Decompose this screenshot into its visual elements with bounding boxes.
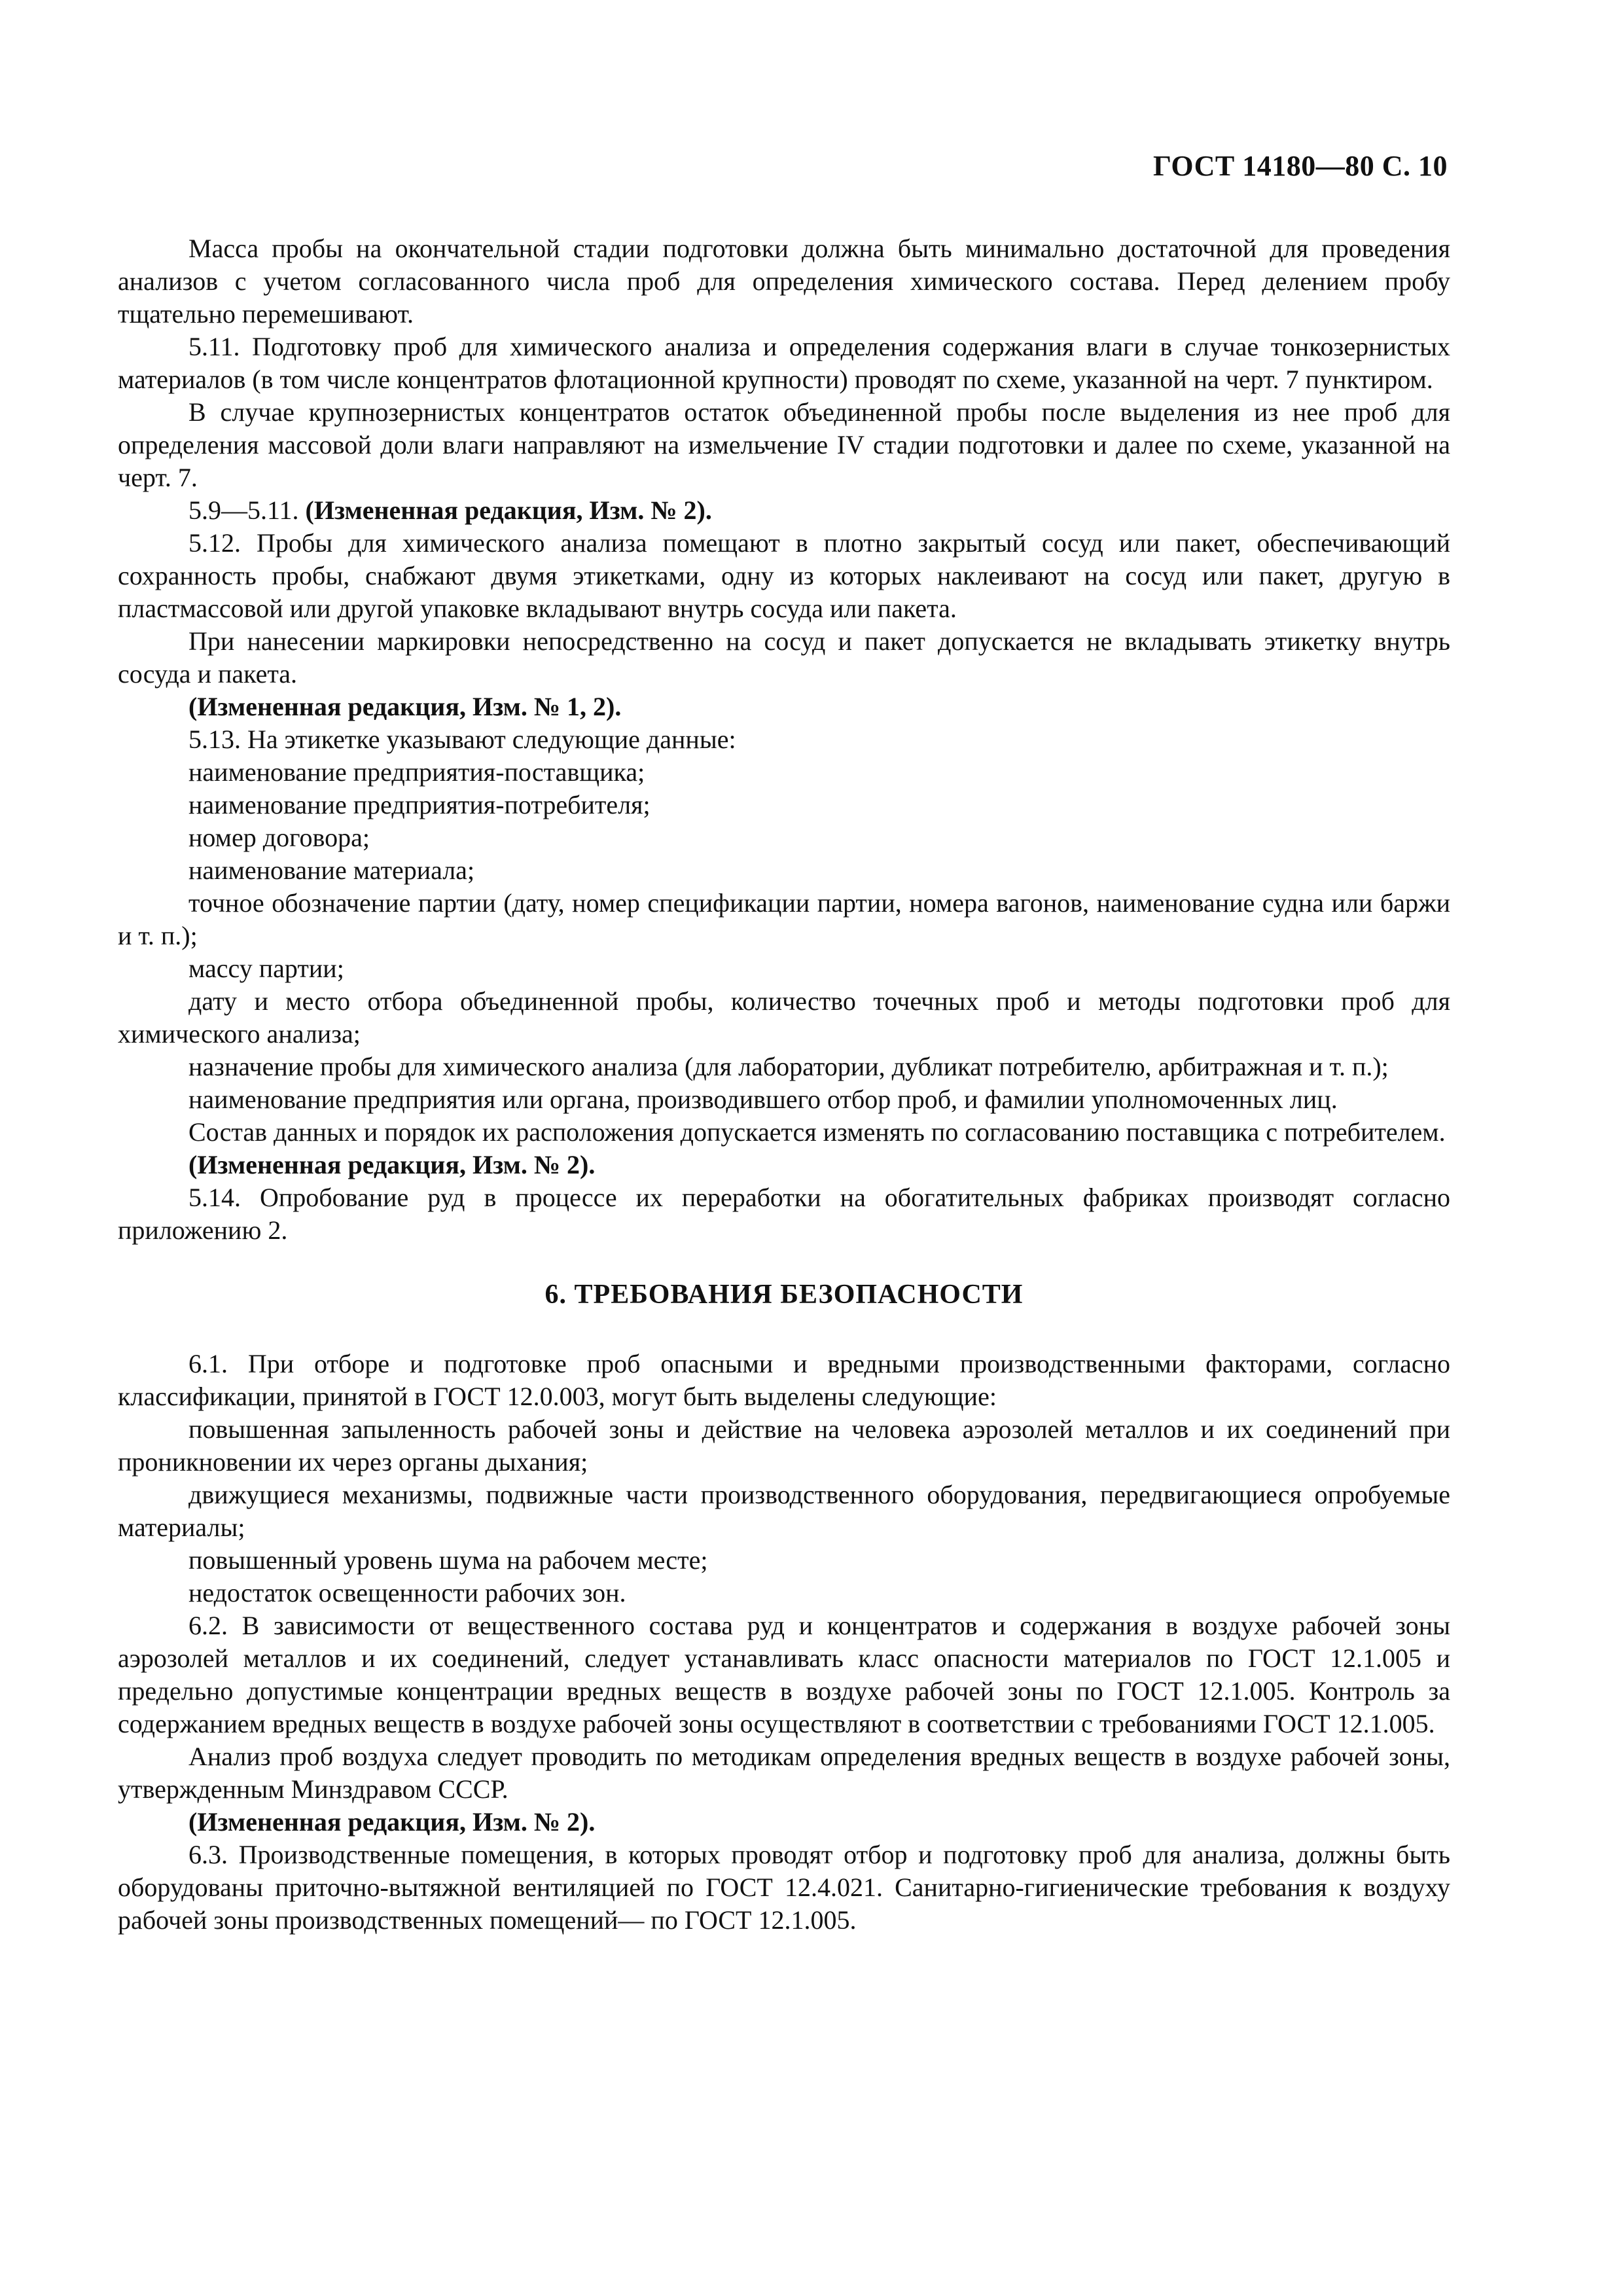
label-item: наименование материала;	[188, 855, 475, 885]
amendment-note: (Измененная редакция, Изм. № 2).	[305, 495, 712, 525]
paragraph-mass: Масса пробы на окончательной стадии подготовки должна быть минимально достаточной для проведения анализов с учетом согласованного числа проб для определения химического состава. Перед делением пробу тщательно перемешивают.	[118, 234, 1450, 329]
amendment-prefix: 5.9—5.11.	[188, 495, 299, 525]
hazard-item: движущиеся механизмы, подвижные части производственного оборудования, передвигающиеся опробуемые материалы;	[118, 1480, 1450, 1542]
hazard-item: повышенный уровень шума на рабочем месте;	[188, 1545, 708, 1575]
paragraph-5-12-marking: При нанесении маркировки непосредственно на сосуд и пакет допускается не вкладывать этикетку внутрь сосуда и пакета.	[118, 626, 1450, 689]
hazard-item: повышенная запыленность рабочей зоны и действие на человека аэрозолей металлов и их соединений при проникновении их через органы дыхания;	[118, 1414, 1450, 1477]
hazard-item: недостаток освещенности рабочих зон.	[188, 1578, 626, 1607]
label-item: дату и место отбора объединенной пробы, количество точечных проб и методы подготовки проб для химического анализа;	[118, 986, 1450, 1049]
page-header: ГОСТ 14180—80 С. 10	[1152, 150, 1448, 182]
paragraph-5-14: 5.14. Опробование руд в процессе их переработки на обогатительных фабриках производят согласно приложению 2.	[118, 1183, 1450, 1245]
label-item: наименование предприятия или органа, производившего отбор проб, и фамилии уполномоченных лиц.	[188, 1085, 1338, 1114]
amendment-6-2: (Измененная редакция, Изм. № 2).	[188, 1807, 596, 1837]
label-item: массу партии;	[188, 954, 344, 983]
paragraph-5-13: 5.13. На этикетке указывают следующие данные:	[188, 725, 736, 754]
paragraph-5-12: 5.12. Пробы для химического анализа помещают в плотно закрытый сосуд или пакет, обеспечивающий сохранность пробы, снабжают двумя этикетками, одну из которых наклеивают на сосуд или пакет, другую в пластмассовой или другой упаковке вкладывают внутрь сосуда или пакета.	[118, 528, 1450, 623]
amendment-5-13: (Измененная редакция, Изм. № 2).	[188, 1150, 596, 1179]
label-item: точное обозначение партии (дату, номер спецификации партии, номера вагонов, наименование судна или баржи и т. п.);	[118, 888, 1450, 950]
label-item: наименование предприятия-потребителя;	[188, 790, 651, 819]
label-item: наименование предприятия-поставщика;	[188, 757, 645, 787]
paragraph-5-11: 5.11. Подготовку проб для химического анализа и определения содержания влаги в случае тонкозернистых материалов (в том числе концентратов флотационной крупности) проводят по схеме, указанной на черт. 7 пунктиром.	[118, 332, 1450, 394]
document-body	[118, 232, 1450, 1937]
section-6-title: 6. ТРЕБОВАНИЯ БЕЗОПАСНОСТИ	[544, 1280, 1024, 1310]
amendment-5-9-5-11	[118, 494, 1450, 527]
paragraph-6-3: 6.3. Производственные помещения, в которых проводят отбор и подготовку проб для анализа, должны быть оборудованы приточно-вытяжной вентиляцией по ГОСТ 12.4.021. Санитарно-гигиенические требования к воздуху рабочей зоны производственных помещений— по ГОСТ 12.1.005.	[118, 1840, 1450, 1935]
label-item: номер договора;	[188, 823, 370, 852]
paragraph-coarse: В случае крупнозернистых концентратов остаток объединенной пробы после выделения из нее проб для определения массовой доли влаги направляют на измельчение IV стадии подготовки и далее по схеме, указанной на черт. 7.	[118, 397, 1450, 492]
paragraph-6-2-analysis: Анализ проб воздуха следует проводить по методикам определения вредных веществ в воздухе рабочей зоны, утвержденным Минздравом СССР.	[118, 1742, 1450, 1804]
amendment-5-12: (Измененная редакция, Изм. № 1, 2).	[188, 692, 622, 721]
label-item: назначение пробы для химического анализа (для лаборатории, дубликат потребителю, арбитражная и т. п.);	[188, 1052, 1389, 1081]
paragraph-6-1: 6.1. При отборе и подготовке проб опасными и вредными производственными факторами, согласно классификации, принятой в ГОСТ 12.0.003, могут быть выделены следующие:	[118, 1349, 1450, 1411]
paragraph-6-2: 6.2. В зависимости от вещественного состава руд и концентратов и содержания в воздухе рабочей зоны аэрозолей металлов и их соединений, следует устанавливать класс опасности материалов по ГОСТ 12.1.005 и предельно допустимые концентрации вредных веществ в воздухе рабочей зоны по ГОСТ 12.1.005. Контроль за содержанием вредных веществ в воздухе рабочей зоны осуществляют в соответствии с требованиями ГОСТ 12.1.005.	[118, 1611, 1450, 1738]
paragraph-5-13-order: Состав данных и порядок их расположения допускается изменять по согласованию поставщика с потребителем.	[188, 1117, 1446, 1147]
